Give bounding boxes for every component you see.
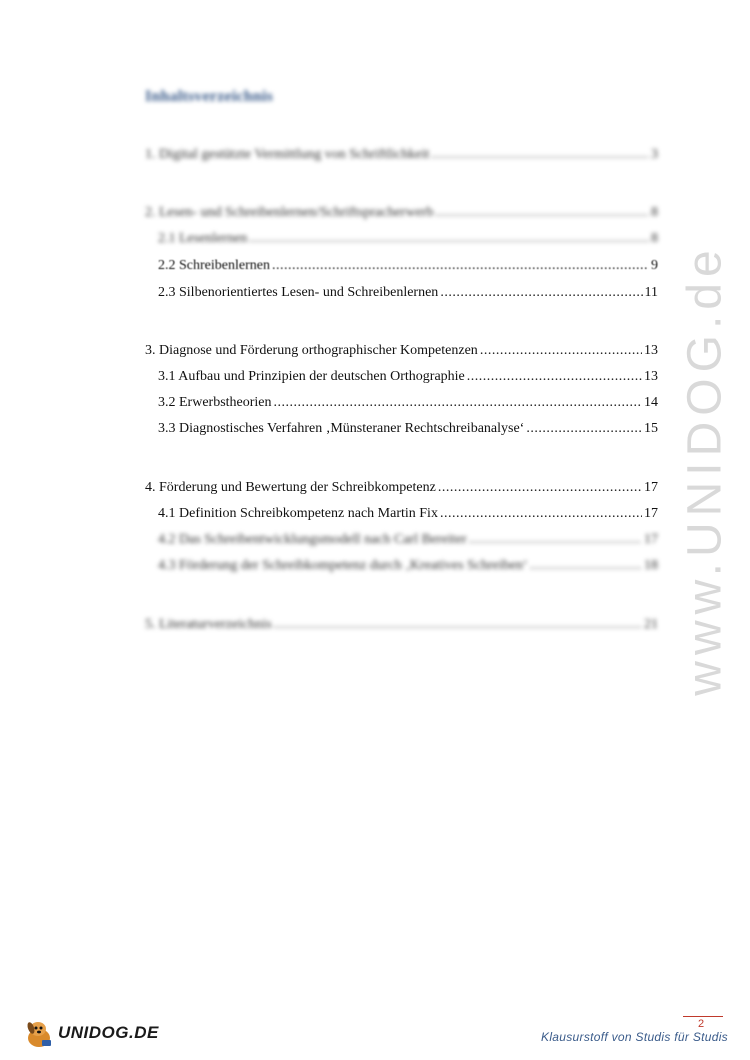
- page-number: 2: [698, 1018, 705, 1030]
- toc-leader-dots: [480, 342, 642, 360]
- toc-leader-dots: [469, 531, 642, 549]
- toc-entry-label: 4.2 Das Schreibentwicklungsmodell nach Carl Bereiter: [158, 532, 467, 547]
- toc-entry: [145, 342, 658, 360]
- toc-entry-label: 1. Digital gestützte Vermittlung von Schriftlichkeit: [145, 147, 430, 162]
- toc-entry-label: 5. Literaturverzeichnis: [145, 617, 272, 632]
- toc-entry-label: 3. Diagnose und Förderung orthographischer Kompetenzen: [145, 343, 478, 358]
- toc-entry-label: 3.1 Aufbau und Prinzipien der deutschen Orthographie: [158, 369, 465, 384]
- toc-leader-dots: [526, 420, 642, 438]
- toc-entry: [145, 616, 658, 634]
- footer-tagline: Klausurstoff von Studis für Studis: [541, 1030, 728, 1044]
- toc-leader-dots: [431, 146, 649, 164]
- toc-entry-label: 4.3 Förderung der Schreibkompetenz durch ‚Kreatives Schreiben‘: [158, 558, 528, 573]
- toc-entry: [158, 368, 658, 386]
- toc-entry-label: 2. Lesen- und Schreibenlernen/Schriftspracherwerb: [145, 205, 434, 220]
- toc-entry-page: 14: [644, 395, 658, 410]
- toc-entry-page: 15: [644, 421, 658, 436]
- toc-entry-page: 3: [651, 147, 658, 162]
- toc-entry-label: 3.2 Erwerbstheorien: [158, 395, 272, 410]
- toc-entry-page: 8: [651, 231, 658, 246]
- toc-entry-label: 3.3 Diagnostisches Verfahren ‚Münsteraner Rechtschreibanalyse‘: [158, 421, 525, 436]
- toc-entry: [158, 531, 658, 549]
- footer-divider: [683, 1016, 723, 1017]
- toc-entry-page: 13: [644, 369, 658, 384]
- toc-entry-label: 4.1 Definition Schreibkompetenz nach Martin Fix: [158, 506, 438, 521]
- toc-leader-dots: [274, 616, 642, 634]
- unidog-logo[interactable]: [22, 1013, 159, 1053]
- toc-entry: [158, 230, 658, 248]
- toc-entry: [158, 420, 658, 438]
- toc-leader-dots: [440, 505, 642, 523]
- toc-entry-page: 17: [644, 532, 658, 547]
- toc-entry-page: 8: [651, 205, 658, 220]
- watermark: www.UNIDOG.de: [678, 244, 732, 696]
- toc-entry-label: 2.3 Silbenorientiertes Lesen- und Schreibenlernen: [158, 285, 439, 300]
- toc-leader-dots: [272, 257, 649, 275]
- toc-entry-page: 17: [644, 480, 658, 495]
- toc-entry: [145, 146, 658, 164]
- toc-entry-page: 11: [644, 285, 658, 300]
- toc-entry: [158, 557, 658, 575]
- toc-entry-page: 21: [644, 617, 658, 632]
- toc-leader-dots: [435, 204, 649, 222]
- dog-mascot-icon: [22, 1016, 56, 1050]
- toc-leader-dots: [467, 368, 642, 386]
- toc-leader-dots: [274, 394, 642, 412]
- toc-entry-page: 13: [644, 343, 658, 358]
- toc-entry: [145, 204, 658, 222]
- toc-entry: [158, 394, 658, 412]
- toc-entry: [145, 479, 658, 497]
- toc-leader-dots: [530, 557, 642, 575]
- toc-entry-page: 17: [644, 506, 658, 521]
- toc-entry: [158, 505, 658, 523]
- toc-title: Inhaltsverzeichnis: [145, 88, 274, 105]
- toc-leader-dots: [438, 479, 642, 497]
- toc-entry-page: 18: [644, 558, 658, 573]
- toc-entry: [158, 257, 658, 275]
- logo-text: UNIDOG.DE: [58, 1023, 159, 1042]
- toc-entry: [158, 284, 658, 302]
- toc-entry-page: 9: [651, 258, 658, 273]
- toc-leader-dots: [440, 284, 642, 302]
- toc-entry-label: 4. Förderung und Bewertung der Schreibkompetenz: [145, 480, 436, 495]
- toc-leader-dots: [249, 230, 649, 248]
- toc-entry-label: 2.2 Schreibenlernen: [158, 258, 270, 273]
- toc-entry-label: 2.1 Lesenlernen: [158, 231, 248, 246]
